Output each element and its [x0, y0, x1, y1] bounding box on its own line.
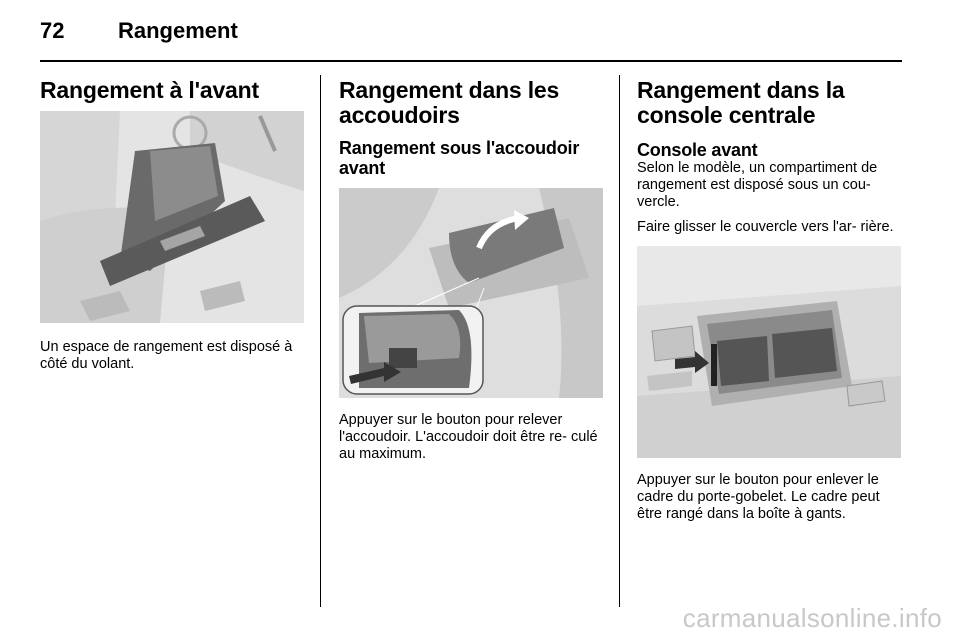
section-heading: Rangement à l'avant: [40, 77, 259, 103]
subsection-heading: Console avant: [637, 140, 758, 160]
section-title: Rangement: [118, 18, 238, 43]
column-front-storage: [40, 78, 304, 373]
glovebox-illustration-icon: [40, 111, 304, 323]
console-illustration-icon: [637, 246, 901, 458]
section-heading: Rangement dans la console centrale: [637, 77, 845, 128]
body-text: Un espace de rangement est disposé à côté du volant.: [40, 339, 293, 372]
column-armrest-storage: [339, 78, 603, 463]
body-text: Appuyer sur le bouton pour enlever le cadre du porte-gobelet. Le cadre peut être rangé dans la boîte à gants.: [637, 472, 880, 522]
header-rule: [40, 60, 902, 62]
body-text: Selon le modèle, un compartiment de rangement est disposé sous un cou- vercle.: [637, 160, 878, 210]
body-text: Faire glisser le couvercle vers l'ar- rière.: [637, 219, 894, 235]
page-number: 72: [40, 18, 65, 43]
column-divider: [619, 75, 620, 607]
body-text: Appuyer sur le bouton pour relever l'accoudoir. L'accoudoir doit être re- culé au maximum.: [339, 412, 598, 462]
column-center-console-storage: [637, 78, 901, 523]
section-heading: Rangement dans les accoudoirs: [339, 77, 560, 128]
column-divider: [320, 75, 321, 607]
subsection-heading: Rangement sous l'accoudoir avant: [339, 138, 580, 178]
armrest-illustration-icon: [339, 188, 603, 398]
page-header: [40, 16, 902, 48]
watermark: carmanualsonline.info: [682, 603, 942, 633]
